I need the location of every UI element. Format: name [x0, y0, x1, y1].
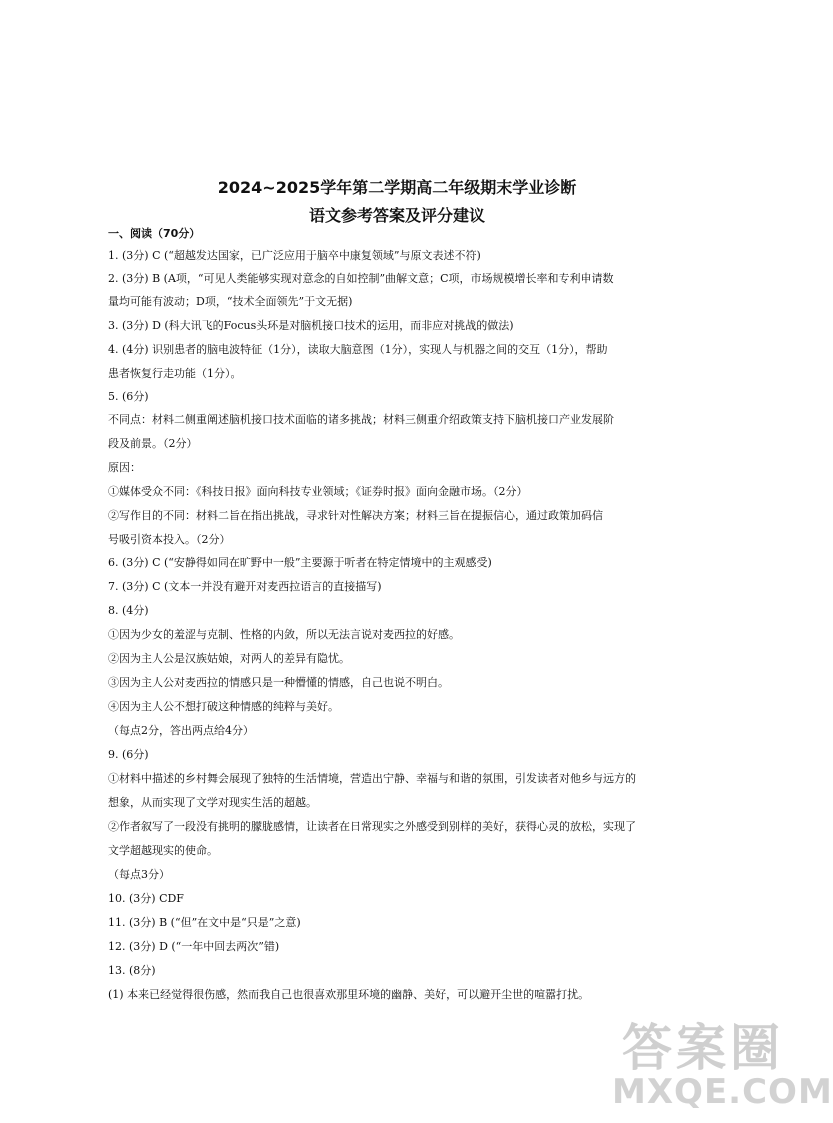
answer-line: (1) 本来已经觉得很伤感，然而我自己也很喜欢那里环境的幽静、美好，可以避开尘世的喧嚣打扰。	[108, 988, 590, 1001]
section-heading: 一、阅读（70分）	[108, 227, 201, 240]
answer-line: ②作者叙写了一段没有挑明的朦胧感情，让读者在日常现实之外感受到别样的美好，获得心灵的放松，实现了	[108, 820, 636, 833]
answer-line: 不同点：材料二侧重阐述脑机接口技术面临的诸多挑战；材料三侧重介绍政策支持下脑机接口产业发展阶	[108, 413, 614, 426]
answer-line: 号吸引资本投入。（2分）	[108, 533, 231, 546]
answer-line: 想象，从而实现了文学对现实生活的超越。	[108, 796, 317, 809]
answer-line: 2. (3分) B (A项，“可见人类能够实现对意念的自如控制”曲解文意；C项，市场规模增长率和专利申请数	[108, 272, 614, 285]
document-title: 2024~2025学年第二学期高二年级期末学业诊断	[217, 178, 577, 197]
answer-line: 3. (3分) D (科大讯飞的Focus头环是对脑机接口技术的运用，而非应对挑战的做法)	[108, 319, 514, 332]
answer-line: ①材料中描述的乡村舞会展现了独特的生活情境，营造出宁静、幸福与和谐的氛围，引发读者对他乡与远方的	[108, 772, 636, 785]
answer-line: ①媒体受众不同：《科技日报》面向科技专业领域；《证券时报》面向金融市场。（2分）	[108, 485, 528, 498]
watermark	[612, 1008, 833, 1118]
answer-line: 12. (3分) D (“一年中回去两次”错)	[108, 940, 280, 953]
answer-line: 患者恢复行走功能（1分）。	[108, 367, 242, 380]
answer-line: （每点3分）	[108, 868, 170, 881]
answer-line: ③因为主人公对麦西拉的情感只是一种懵懂的情感，自己也说不明白。	[108, 676, 449, 689]
answer-line: 量均可能有波动；D项，“技术全面领先”于文无据)	[108, 295, 353, 308]
answer-line: 10. (3分) CDF	[108, 892, 184, 905]
answer-line: 1. (3分) C (“超越发达国家，已广泛应用于脑卒中康复领域”与原文表述不符)	[108, 249, 481, 262]
answer-line: ④因为主人公不想打破这种情感的纯粹与美好。	[108, 700, 339, 713]
answer-line: 6. (3分) C (“安静得如同在旷野中一般”主要源于听者在特定情境中的主观感受)	[108, 556, 492, 569]
answer-line: 段及前景。（2分）	[108, 437, 198, 450]
answer-line: 11. (3分) B (“但”在文中是“只是”之意)	[108, 916, 301, 929]
answer-line: ②因为主人公是汉族姑娘，对两人的差异有隐忧。	[108, 652, 350, 665]
answer-line: 5. (6分)	[108, 390, 149, 403]
answer-line: 文学超越现实的使命。	[108, 844, 218, 857]
answer-line: 7. (3分) C (文本一并没有避开对麦西拉语言的直接描写)	[108, 580, 382, 593]
watermark-domain: MXQE.COM	[612, 1072, 833, 1112]
answer-line: 4. (4分) 识别患者的脑电波特征（1分），读取大脑意图（1分），实现人与机器之间的交互（1分），帮助	[108, 343, 608, 356]
answer-line: 13. (8分)	[108, 964, 156, 977]
answer-line: （每点2分，答出两点给4分）	[108, 724, 254, 737]
answer-line: 8. (4分)	[108, 604, 149, 617]
answer-line: 原因：	[108, 461, 141, 474]
document-subtitle: 语文参考答案及评分建议	[308, 206, 485, 225]
answer-line: 9. (6分)	[108, 748, 149, 761]
watermark-logo: 答案圈	[622, 1019, 784, 1077]
answer-line: ①因为少女的羞涩与克制、性格的内敛，所以无法言说对麦西拉的好感。	[108, 628, 460, 641]
answer-line: ②写作目的不同：材料二旨在指出挑战，寻求针对性解决方案；材料三旨在提振信心，通过政策加码信	[108, 509, 603, 522]
